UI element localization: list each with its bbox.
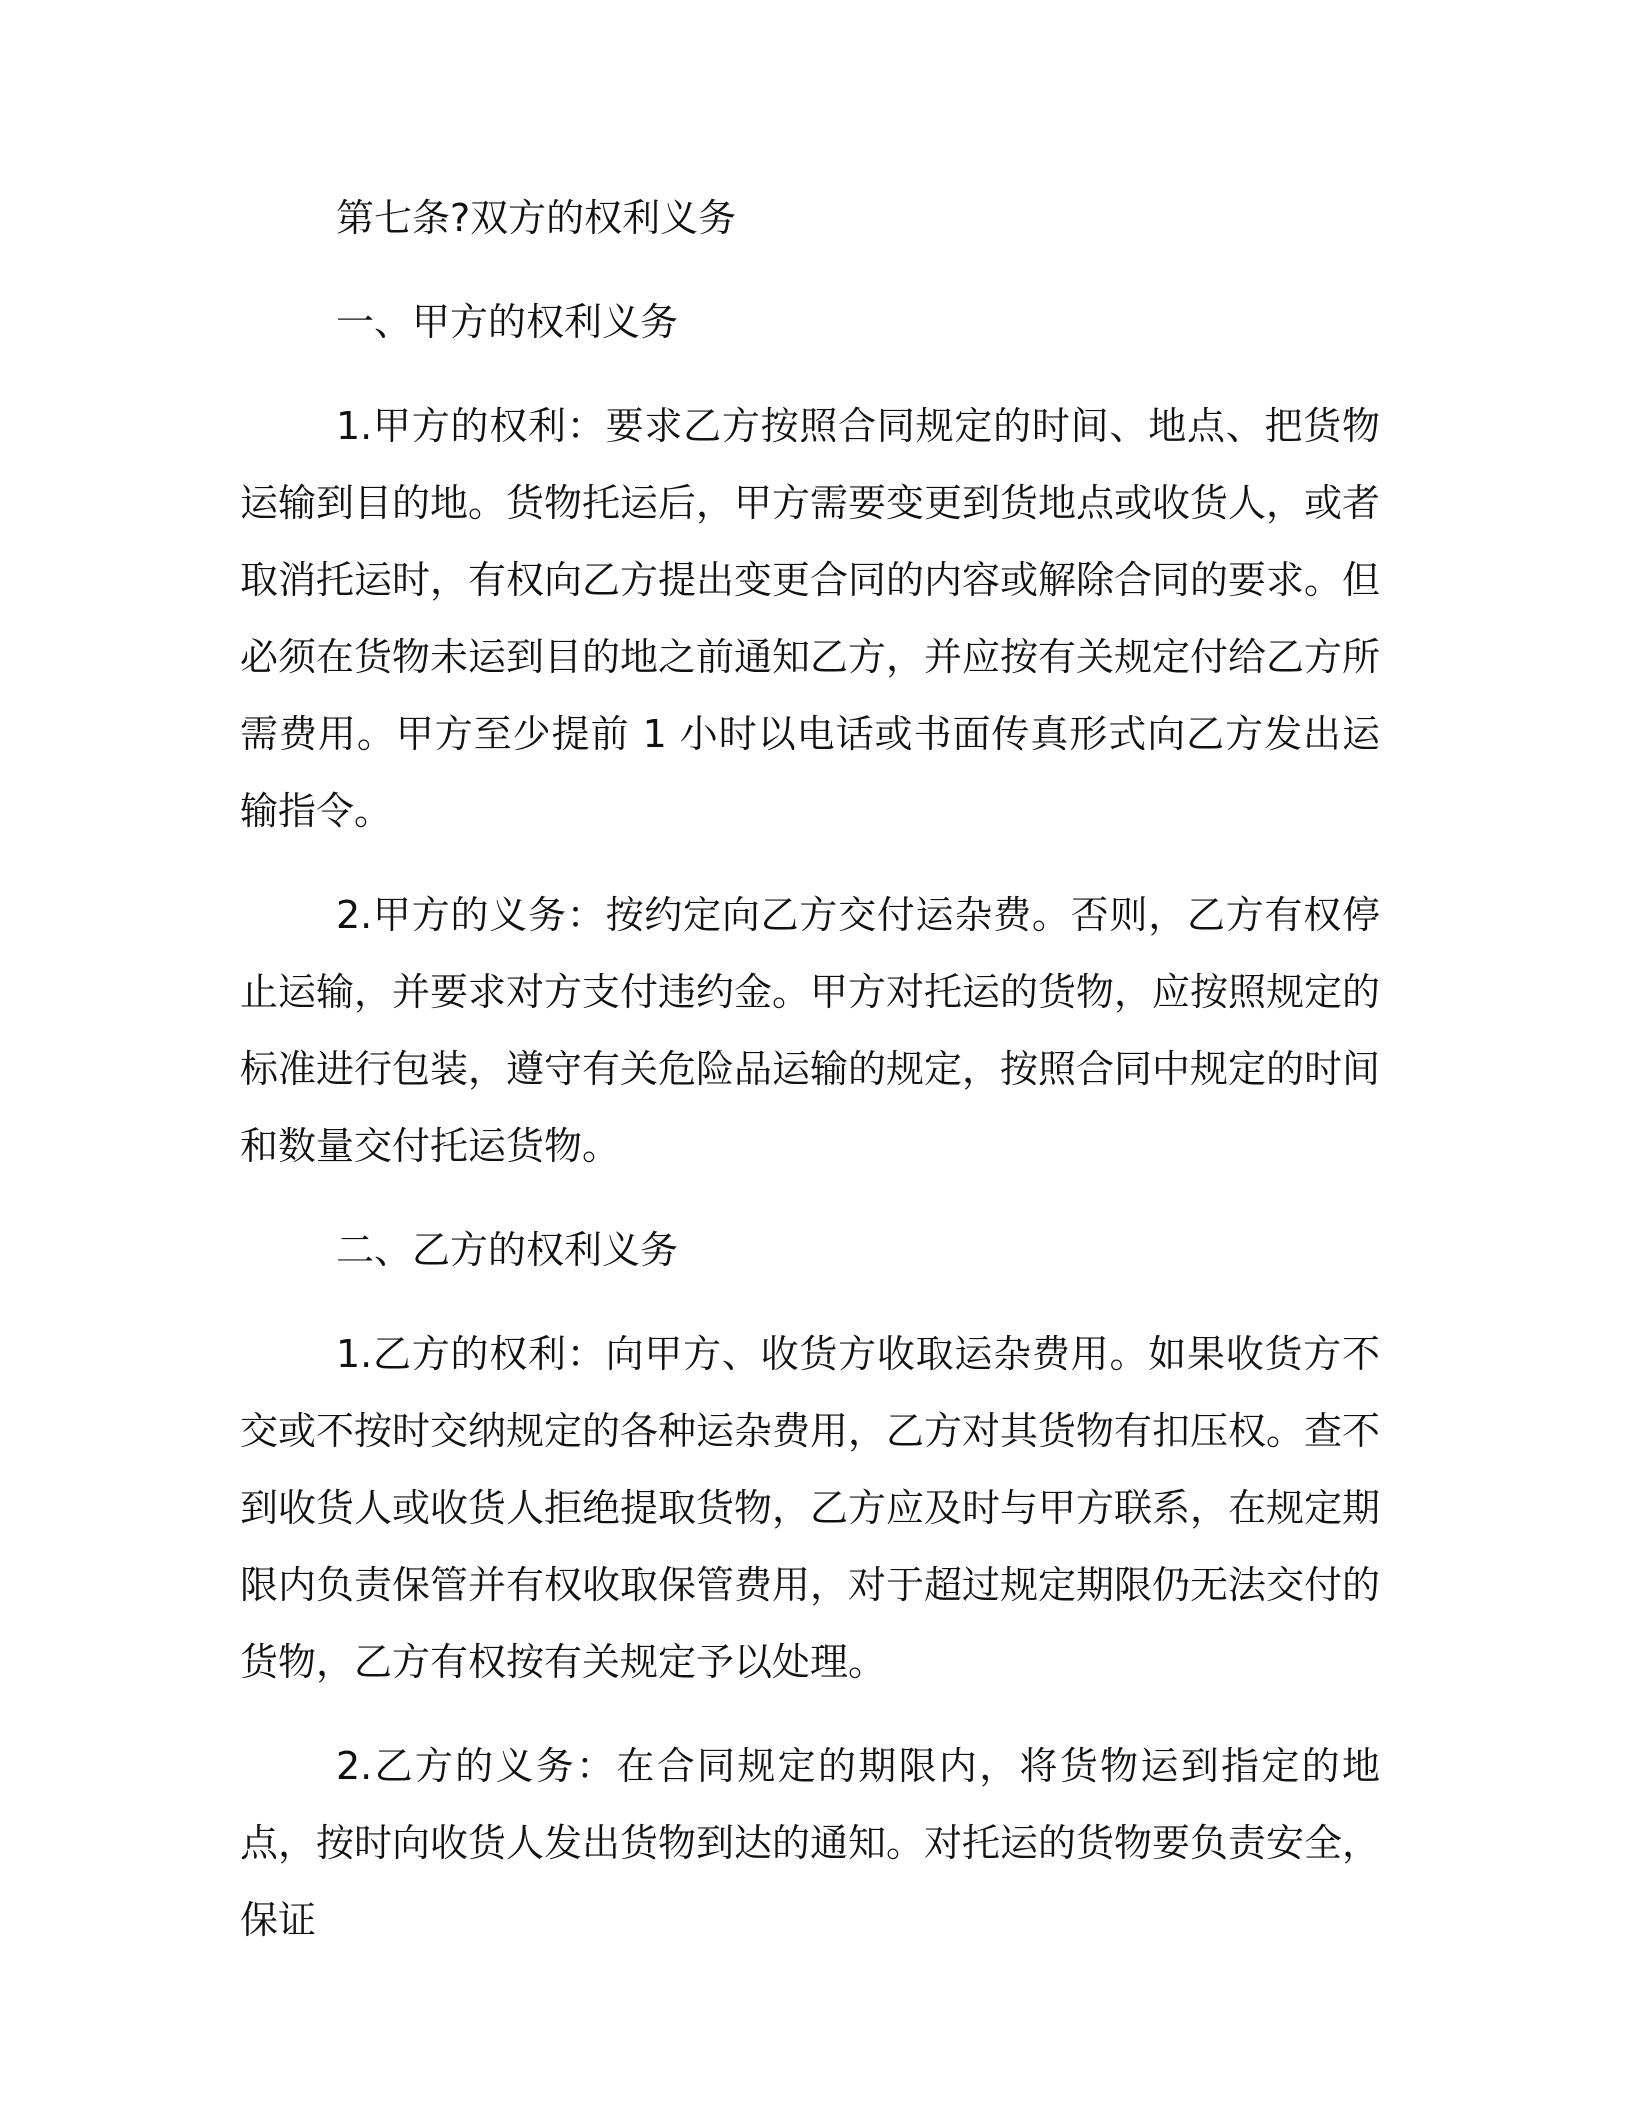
article-heading: 第七条?双方的权利义务 — [336, 196, 737, 240]
paragraph-party-a-obligations: 2.甲方的义务：按约定向乙方交付运杂费。否则，乙方有权停止运输，并要求对方支付违约金。甲方对托运的货物，应按照规定的标准进行包装，遵守有关危险品运输的规定，按照合同中规定的时间和数量交付托运货物。 — [240, 893, 1381, 1168]
document-body — [240, 180, 1380, 1959]
paragraph-party-b-obligations: 2.乙方的义务：在合同规定的期限内，将货物运到指定的地点，按时向收货人发出货物到达的通知。对托运的货物要负责安全，保证 — [240, 1744, 1381, 1942]
section-heading-party-b: 二、乙方的权利义务 — [336, 1228, 679, 1272]
paragraph-party-b-rights: 1.乙方的权利：向甲方、收货方收取运杂费用。如果收货方不交或不按时交纳规定的各种运杂费用，乙方对其货物有扣压权。查不到收货人或收货人拒绝提取货物，乙方应及时与甲方联系，在规定期限内负责保管并有权收取保管费用，对于超过规定期限仍无法交付的货物，乙方有权按有关规定予以处理。 — [240, 1332, 1381, 1684]
section-heading-party-a: 一、甲方的权利义务 — [336, 300, 679, 344]
paragraph-party-a-rights: 1.甲方的权利：要求乙方按照合同规定的时间、地点、把货物运输到目的地。货物托运后，甲方需要变更到货地点或收货人，或者取消托运时，有权向乙方提出变更合同的内容或解除合同的要求。但必须在货物未运到目的地之前通知乙方，并应按有关规定付给乙方所需费用。甲方至少提前 1 小时以电话或书面传真形式向乙方发出运输指令。 — [240, 404, 1381, 833]
